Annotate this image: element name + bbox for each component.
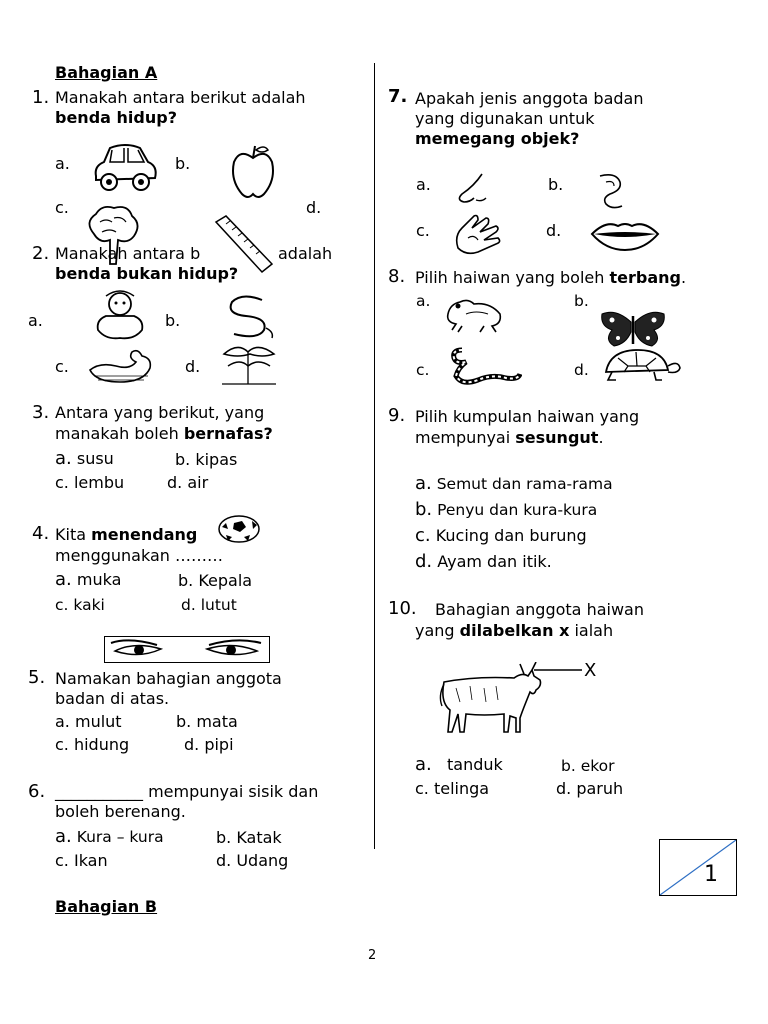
q9-option-a: a. Semut dan rama-rama	[415, 473, 613, 494]
score-box-diagonal	[660, 840, 736, 895]
q4-option-c: c. kaki	[55, 596, 105, 614]
q8-line1: Pilih haiwan yang boleh terbang.	[415, 268, 687, 287]
toy-image	[92, 290, 148, 340]
q5-option-c: c. hidung	[55, 735, 130, 754]
q3-option-b: b. kipas	[175, 450, 238, 469]
q2-line2: benda bukan hidup?	[55, 264, 239, 283]
q9-line1: Pilih kumpulan haiwan yang	[415, 407, 640, 426]
page-number: 2	[368, 948, 377, 963]
q2-option-a: a.	[28, 311, 43, 330]
q1-option-a: a.	[55, 154, 70, 173]
q6-option-d: d. Udang	[216, 851, 289, 870]
q4-option-a: a. muka	[55, 569, 122, 590]
q4-option-d: d. lutut	[181, 596, 237, 614]
frog-image	[444, 296, 506, 334]
q6-line1: ___________ mempunyai sisik dan	[55, 782, 319, 801]
soccer-ball-image	[218, 515, 260, 543]
q3-line2: manakah boleh bernafas?	[55, 424, 273, 443]
q4-line2: menggunakan ………	[55, 546, 223, 565]
q5-option-a: a. mulut	[55, 712, 122, 731]
q7-option-c: c.	[416, 221, 430, 240]
snake-image	[448, 344, 522, 386]
q4-option-b: b. Kepala	[178, 571, 253, 590]
q7-line1: Apakah jenis anggota badan	[415, 89, 644, 108]
q3-number: 3.	[32, 402, 50, 423]
q7-number: 7.	[388, 86, 408, 107]
q5-line2: badan di atas.	[55, 689, 170, 708]
q2-line1-end: adalah	[278, 244, 333, 263]
q7-option-d: d.	[546, 221, 562, 240]
q3-line1: Antara yang berikut, yang	[55, 403, 265, 422]
butterfly-image	[598, 308, 668, 348]
q5-number: 5.	[28, 667, 46, 688]
q10-line2: yang dilabelkan x ialah	[415, 621, 614, 640]
apple-image	[230, 144, 276, 200]
q2-line1-start: Manakah antara b	[55, 244, 201, 263]
q8-number: 8.	[388, 266, 406, 287]
section-b-heading: Bahagian B	[55, 897, 158, 916]
cow-image	[436, 662, 596, 736]
hand-image	[452, 212, 504, 256]
lips-image	[590, 218, 660, 252]
q9-option-d: d. Ayam dan itik.	[415, 551, 552, 572]
q1-option-b: b.	[175, 154, 191, 173]
q10-option-a: a. tanduk	[415, 754, 503, 775]
q1-option-d: d.	[306, 198, 322, 217]
q9-option-b: b. Penyu dan kura-kura	[415, 499, 598, 520]
q9-number: 9.	[388, 405, 406, 426]
ear-image	[594, 172, 628, 210]
q9-line2: mempunyai sesungut.	[415, 428, 604, 447]
q2-option-d: d.	[185, 357, 201, 376]
q10-number: 10.	[388, 598, 417, 619]
q1-line1: Manakah antara berikut adalah	[55, 88, 306, 107]
q6-blank: ___________	[55, 782, 143, 801]
q3-option-d: d. air	[167, 473, 209, 492]
q8-option-d: d.	[574, 361, 589, 379]
q2-number: 2.	[32, 243, 50, 264]
q6-number: 6.	[28, 781, 46, 802]
q5-line1: Namakan bahagian anggota	[55, 669, 282, 688]
q4-line1: Kita menendang	[55, 525, 198, 544]
score-value: 1	[704, 862, 718, 887]
eyes-image	[104, 636, 270, 663]
duck-image	[86, 346, 158, 386]
q7-line2: yang digunakan untuk	[415, 109, 595, 128]
letter-s-image	[222, 292, 278, 340]
q10-option-d: d. paruh	[556, 779, 624, 798]
q1-option-c: c.	[55, 198, 69, 217]
q5-option-b: b. mata	[176, 712, 238, 731]
q6-option-a: a. Kura – kura	[55, 826, 164, 847]
q3-option-a: a. susu	[55, 448, 114, 469]
q5-option-d: d. pipi	[184, 735, 234, 754]
plant-image	[218, 340, 280, 386]
q3-option-c: c. lembu	[55, 473, 125, 492]
q2-option-b: b.	[165, 311, 181, 330]
q6-option-c: c. Ikan	[55, 851, 108, 870]
column-divider	[374, 63, 375, 849]
q8-option-b: b.	[574, 292, 589, 310]
q10-option-c: c. telinga	[415, 779, 490, 798]
q7-line3: memegang objek?	[415, 129, 580, 148]
label-x: X	[584, 660, 597, 681]
q4-number: 4.	[32, 523, 50, 544]
q7-option-b: b.	[548, 175, 564, 194]
nose-image	[452, 172, 492, 206]
q6-option-b: b. Katak	[216, 828, 282, 847]
q8-option-a: a.	[416, 292, 431, 310]
section-a-heading: Bahagian A	[55, 63, 158, 82]
turtle-image	[598, 346, 682, 384]
q6-line2: boleh berenang.	[55, 802, 186, 821]
score-box	[659, 839, 737, 896]
q1-number: 1.	[32, 87, 50, 108]
q7-option-a: a.	[416, 175, 431, 194]
q1-line2: benda hidup?	[55, 108, 177, 127]
car-image	[90, 140, 160, 196]
q2-option-c: c.	[55, 357, 69, 376]
q10-option-b: b. ekor	[561, 757, 615, 775]
q10-line1: Bahagian anggota haiwan	[435, 600, 644, 619]
q8-option-c: c.	[416, 361, 430, 379]
q9-option-c: c. Kucing dan burung	[415, 525, 587, 546]
